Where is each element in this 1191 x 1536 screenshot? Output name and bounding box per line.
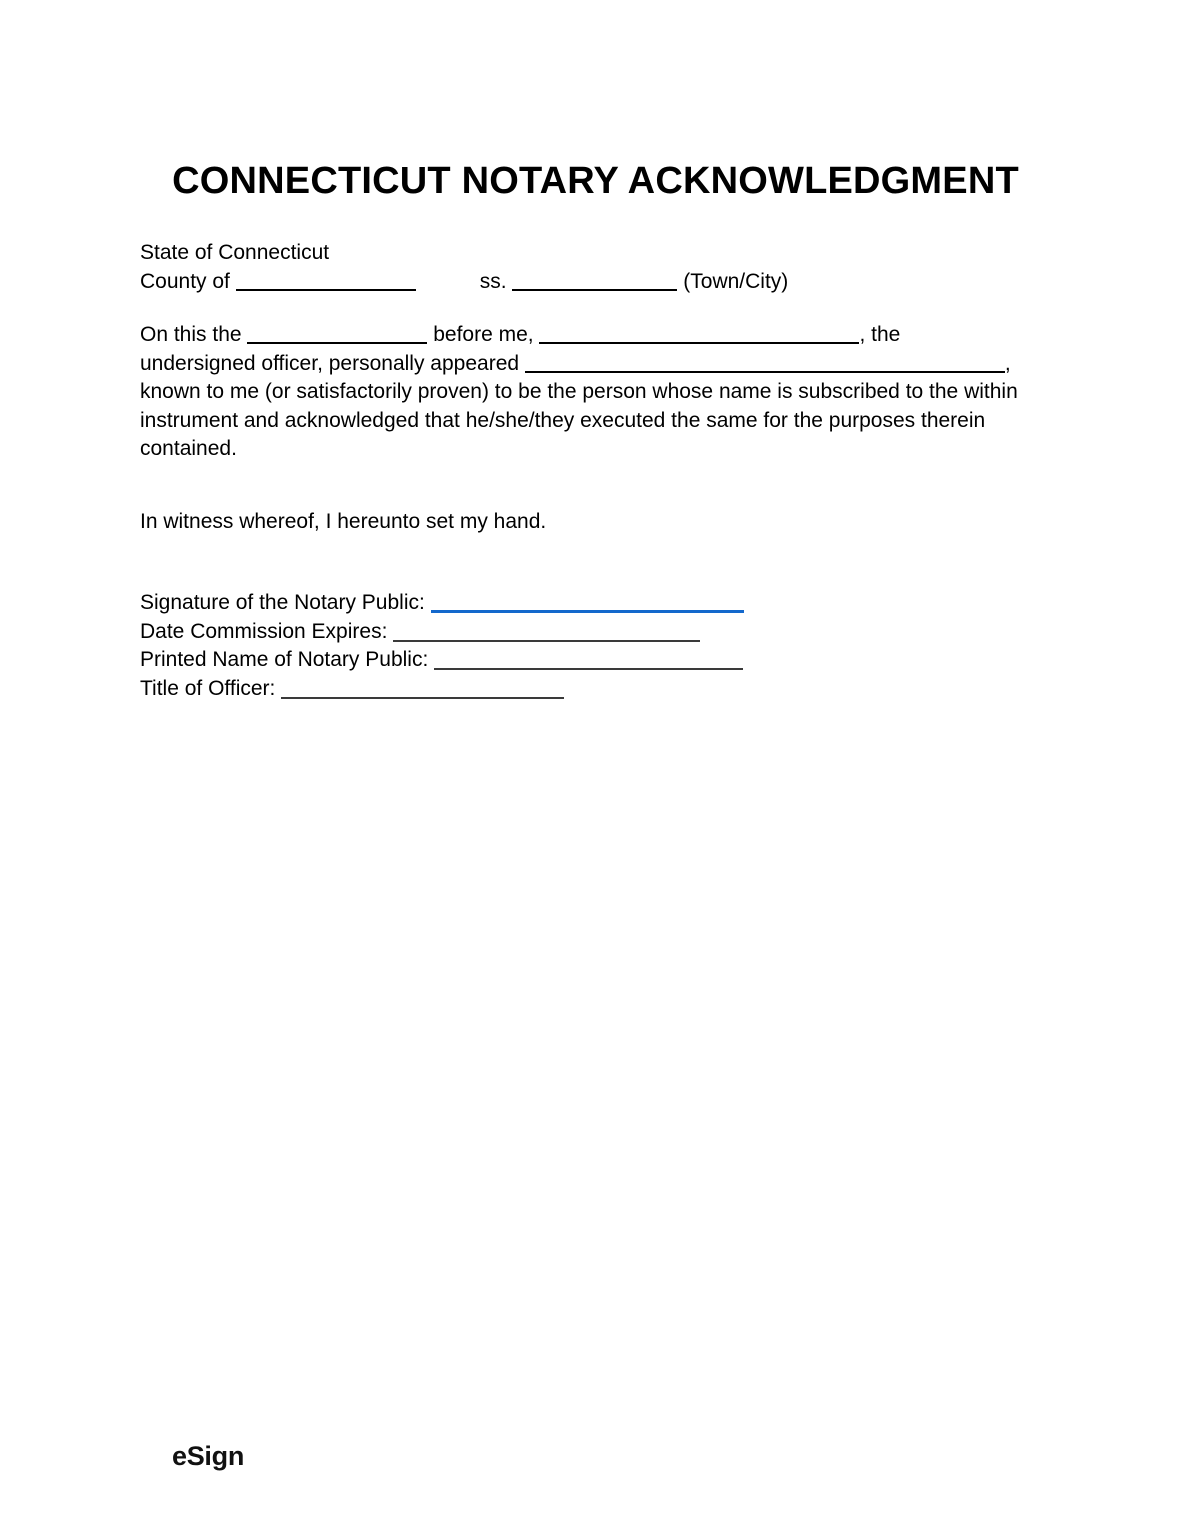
county-blank-field[interactable] xyxy=(236,289,416,291)
notary-signature-field[interactable] xyxy=(431,610,744,613)
witness-statement: In witness whereof, I hereunto set my hand. xyxy=(140,510,547,533)
state-line xyxy=(140,239,1100,268)
ss-label: ss. xyxy=(479,269,507,293)
county-label: County of xyxy=(140,269,236,293)
notary-signature-block xyxy=(140,589,900,703)
title-of-officer-label: Title of Officer: xyxy=(140,676,276,700)
paragraph-segment-2: before me, xyxy=(427,323,540,346)
signature-label: Signature of the Notary Public: xyxy=(140,591,425,614)
printed-name-field[interactable] xyxy=(434,668,743,670)
printed-name-label: Printed Name of Notary Public: xyxy=(140,648,429,671)
paragraph-body-text: known to me (or satisfactorily proven) to be the person whose name is subscribed to the within instrument and acknowledged that he/she/they executed the same for the purposes therein contained. xyxy=(140,380,1018,460)
date-commission-expires-label: Date Commission Expires: xyxy=(140,619,388,643)
esign-logo: eSign xyxy=(172,1441,245,1471)
county-line xyxy=(140,268,1100,297)
paragraph-segment-3: , the xyxy=(859,323,901,346)
acknowledgment-paragraph xyxy=(140,321,1060,464)
paragraph-segment-1: On this the xyxy=(140,323,248,346)
officer-blank-field[interactable] xyxy=(539,342,859,344)
town-city-label: (Town/City) xyxy=(683,269,789,293)
paragraph-segment-5: , xyxy=(1004,351,1011,375)
signature-row-printed-name xyxy=(140,646,900,675)
date-blank-field[interactable] xyxy=(247,342,427,344)
page-title: CONNECTICUT NOTARY ACKNOWLEDGMENT xyxy=(172,160,1019,203)
title-of-officer-field[interactable] xyxy=(281,697,564,699)
jurisdiction-block xyxy=(140,239,1100,296)
state-label: State of Connecticut xyxy=(140,241,330,264)
signature-row-title-of-officer xyxy=(140,675,900,704)
town-city-blank-field[interactable] xyxy=(512,289,677,291)
witness-statement-block xyxy=(140,508,840,537)
signature-row-commission-expires xyxy=(140,618,900,647)
paragraph-line-1 xyxy=(140,321,1060,350)
paragraph-line-2 xyxy=(140,350,1060,379)
person-name-blank-field[interactable] xyxy=(525,371,1005,373)
signature-row-notary-signature xyxy=(140,589,900,618)
date-commission-expires-field[interactable] xyxy=(393,640,700,642)
paragraph-segment-4: undersigned officer, personally appeared xyxy=(140,351,525,375)
